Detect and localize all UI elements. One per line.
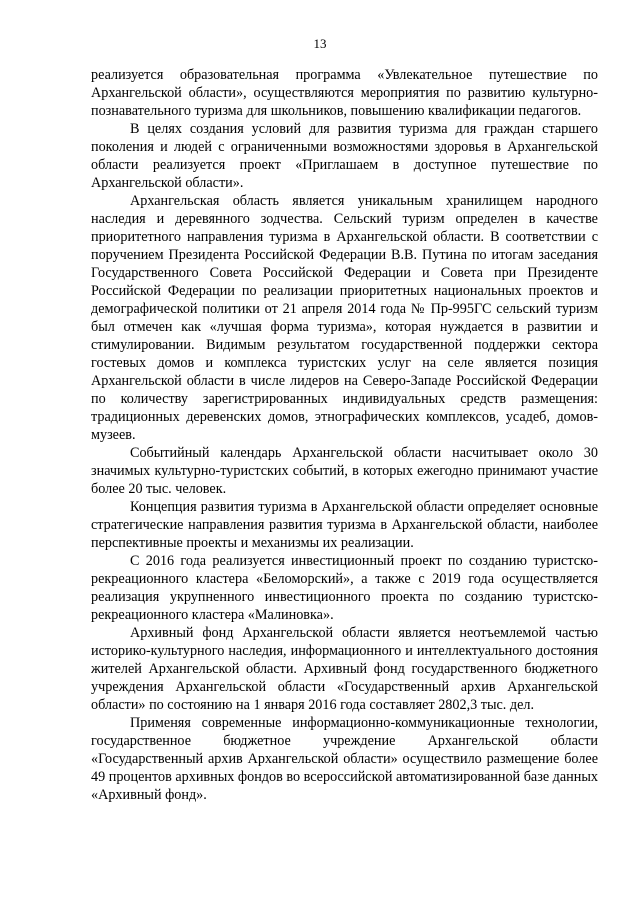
paragraph-investment-projects: С 2016 года реализуется инвестиционный проект по созданию туристско-рекреационного кластера «Беломорский», а также с 2019 года осуществляется реализация укрупненного инвестиционного проекта по созданию туристско-рекреационного кластера «Малиновка». xyxy=(91,553,598,623)
paragraph-archive-fund: Архивный фонд Архангельской области является неотъемлемой частью историко-культурного наследия, информационного и интеллектуального достояния жителей Архангельской области. Архивный фонд государственного бюджетного учреждения Архангельской области «Государственный архив Архангельской области» по состоянию на 1 января 2016 года составляет 2802,3 тыс. дел. xyxy=(91,625,598,713)
paragraph-event-calendar: Событийный календарь Архангельской области насчитывает около 30 значимых культурно-туристских событий, в которых ежегодно принимают участие более 20 тыс. человек. xyxy=(91,445,598,497)
page-number: 13 xyxy=(313,36,327,51)
paragraph-continuation: реализуется образовательная программа «Увлекательное путешествие по Архангельской области», осуществляются мероприятия по развитию культурно-познавательного туризма для школьников, повышению квалификации педагогов. xyxy=(91,67,598,119)
paragraph-archive-digitization: Применяя современные информационно-коммуникационные технологии, государственное бюджетное учреждение Архангельской области «Государственный архив Архангельской области» осуществило размещение более 49 процентов архивных фондов во всероссийской автоматизированной базе данных «Архивный фонд». xyxy=(91,715,598,803)
paragraph-senior-tourism: В целях создания условий для развития туризма для граждан старшего поколения и людей с ограниченными возможностями здоровья в Архангельской области реализуется проект «Приглашаем в доступное путешествие по Архангельской области». xyxy=(91,121,598,191)
paragraph-rural-tourism: Архангельская область является уникальным хранилищем народного наследия и деревянного зодчества. Сельский туризм определен в качестве приоритетного направления туризма в Архангельской области. В соответствии с поручением Президента Российской Федерации В.В. Путина по итогам заседания Государственного Совета Российской Федерации и Совета при Президенте Российской Федерации по реализации приоритетных национальных проектов и демографической политики от 21 апреля 2014 года № Пр-995ГС сельский туризм был отмечен как «лучшая форма туризма», которая нуждается в развитии и стимулировании. Видимым результатом государственной поддержки сектора гостевых домов и комплекса туристских услуг на селе является позиция Архангельской области в числе лидеров на Северо-Западе Российской Федерации по количеству зарегистрированных индивидуальных средств размещения: традиционных деревенских домов, этнографических комплексов, усадеб, домов-музеев. xyxy=(91,193,598,443)
paragraph-tourism-concept: Концепция развития туризма в Архангельской области определяет основные стратегические направления развития туризма в Архангельской области, наиболее перспективные проекты и механизмы их реализации. xyxy=(91,499,598,551)
document-body xyxy=(91,66,598,804)
